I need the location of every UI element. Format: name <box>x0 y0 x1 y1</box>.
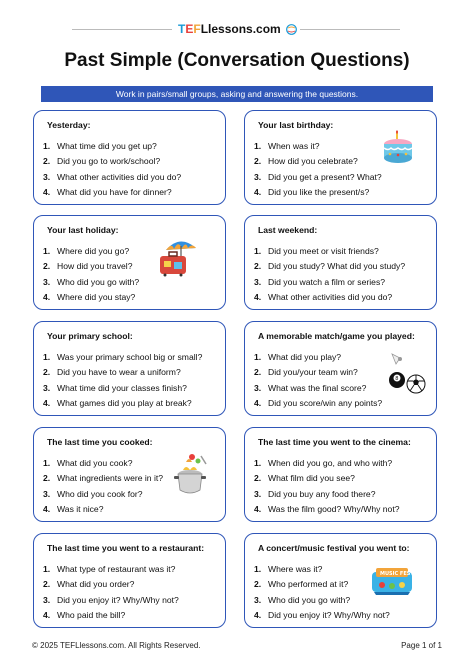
question-number: 3. <box>254 594 262 605</box>
question-text: What ingredients were in it? <box>57 473 164 484</box>
question-item <box>253 139 382 154</box>
divider-right <box>300 29 400 30</box>
question-number: 3. <box>254 276 262 287</box>
cooking-pot-icon <box>172 452 208 498</box>
question-item <box>42 290 139 305</box>
question-number: 3. <box>43 276 51 287</box>
svg-text:MUSIC FEST: MUSIC FEST <box>380 571 414 577</box>
question-item <box>42 608 179 623</box>
question-text: What did you play? <box>268 352 342 362</box>
question-number: 3. <box>43 382 51 393</box>
question-item <box>253 365 382 380</box>
question-list <box>42 244 139 305</box>
question-text: Did you enjoy it? Why/Why not? <box>57 594 179 605</box>
question-number: 2. <box>43 473 51 484</box>
question-number: 1. <box>254 141 262 151</box>
question-text: What time did your classes finish? <box>57 382 187 393</box>
question-item <box>253 170 382 185</box>
question-number: 1. <box>43 352 51 362</box>
question-number: 4. <box>254 609 262 620</box>
question-text: What film did you see? <box>268 473 355 484</box>
question-text: What did you order? <box>57 579 135 590</box>
question-text: Did you/your team win? <box>268 367 358 378</box>
question-item <box>253 275 405 290</box>
instructions-banner: Work in pairs/small groups, asking and answering the questions. <box>41 86 433 102</box>
question-text: Did you go to work/school? <box>57 156 161 167</box>
logo-letter-e: E <box>185 22 194 36</box>
question-text: Did you like the present/s? <box>268 186 370 197</box>
card-title: Your last birthday: <box>258 120 334 130</box>
question-number: 4. <box>254 397 262 408</box>
svg-text:8: 8 <box>395 376 399 382</box>
question-text: Who did you cook for? <box>57 488 143 499</box>
question-number: 2. <box>43 579 51 590</box>
question-text: Did you study? What did you study? <box>268 261 406 272</box>
question-item <box>253 502 400 517</box>
question-number: 4. <box>43 186 51 197</box>
question-item <box>42 244 139 259</box>
question-text: What was the final score? <box>268 382 367 393</box>
question-item <box>253 471 400 486</box>
question-item <box>42 593 179 608</box>
question-item <box>253 154 382 169</box>
question-item <box>42 259 139 274</box>
question-list <box>42 562 179 623</box>
question-number: 3. <box>254 382 262 393</box>
question-text: Did you buy any food there? <box>268 488 376 499</box>
card-title: Yesterday: <box>47 120 91 130</box>
question-number: 3. <box>254 171 262 182</box>
question-number: 1. <box>43 564 51 574</box>
question-text: Did you get a present? What? <box>268 171 382 182</box>
question-text: Did you watch a film or series? <box>268 276 386 287</box>
question-card <box>33 533 226 628</box>
question-number: 1. <box>254 458 262 468</box>
sports-balls-icon <box>386 352 428 396</box>
question-text: Who did you go with? <box>57 276 140 287</box>
question-text: Was it nice? <box>57 503 104 514</box>
question-item <box>42 365 202 380</box>
logo-letter-f: F <box>193 22 201 36</box>
question-card <box>244 215 437 310</box>
question-text: What other activities did you do? <box>57 171 182 182</box>
question-number: 2. <box>254 367 262 378</box>
question-item <box>253 608 390 623</box>
question-item <box>42 487 163 502</box>
question-number: 3. <box>43 488 51 499</box>
question-text: Did you score/win any points? <box>268 397 383 408</box>
question-number: 4. <box>43 503 51 514</box>
question-item <box>42 170 181 185</box>
question-list <box>253 350 382 411</box>
card-title: The last time you went to a restaurant: <box>47 543 205 553</box>
question-list <box>253 244 405 305</box>
question-number: 3. <box>254 488 262 499</box>
question-text: Who performed at it? <box>268 579 349 590</box>
question-number: 3. <box>43 594 51 605</box>
question-text: What games did you play at break? <box>57 397 192 408</box>
logo-text: Llessons.com <box>200 22 281 36</box>
question-text: When was it? <box>268 141 320 151</box>
question-text: What did you have for dinner? <box>57 186 172 197</box>
question-item <box>253 381 382 396</box>
question-item <box>42 350 202 365</box>
question-text: Did you have to wear a uniform? <box>57 367 181 378</box>
question-number: 4. <box>254 186 262 197</box>
question-number: 4. <box>43 609 51 620</box>
question-text: Did you meet or visit friends? <box>268 246 379 256</box>
question-text: What time did you get up? <box>57 141 157 151</box>
globe-icon <box>286 24 297 35</box>
question-item <box>253 350 382 365</box>
question-number: 4. <box>43 397 51 408</box>
question-item <box>42 502 163 517</box>
question-item <box>42 577 179 592</box>
question-card <box>33 321 226 416</box>
page-title <box>0 50 474 72</box>
birthday-cake-icon <box>380 130 416 164</box>
logo-row <box>0 20 474 38</box>
question-number: 2. <box>254 579 262 590</box>
card-title: A memorable match/game you played: <box>258 331 415 341</box>
divider-left <box>72 29 172 30</box>
question-text: Who paid the bill? <box>57 609 126 620</box>
title-sub: (Conversation Questions) <box>177 50 410 71</box>
question-number: 1. <box>43 141 51 151</box>
question-text: Where was it? <box>268 564 323 574</box>
question-number: 4. <box>254 503 262 514</box>
card-title: The last time you cooked: <box>47 437 153 447</box>
question-number: 1. <box>254 352 262 362</box>
question-text: What other activities did you do? <box>268 291 393 302</box>
logo-letter-t: T <box>178 22 186 36</box>
question-text: Where did you stay? <box>57 291 136 302</box>
question-number: 3. <box>43 171 51 182</box>
question-item <box>253 396 382 411</box>
question-list <box>42 456 163 517</box>
question-list <box>42 139 181 200</box>
question-item <box>42 396 202 411</box>
question-list <box>253 456 400 517</box>
question-item <box>42 139 181 154</box>
question-number: 1. <box>254 246 262 256</box>
question-item <box>42 381 202 396</box>
question-text: Where did you go? <box>57 246 130 256</box>
question-list <box>42 350 202 411</box>
question-item <box>253 185 382 200</box>
question-item <box>253 487 400 502</box>
question-text: What type of restaurant was it? <box>57 564 176 574</box>
question-item <box>253 290 405 305</box>
question-card <box>244 427 437 522</box>
question-number: 2. <box>254 156 262 167</box>
question-number: 4. <box>43 291 51 302</box>
site-logo[interactable] <box>178 20 296 38</box>
question-item <box>42 275 139 290</box>
question-number: 2. <box>254 261 262 272</box>
question-text: Was the film good? Why/Why not? <box>268 503 400 514</box>
question-item <box>253 456 400 471</box>
question-text: Who did you go with? <box>268 594 351 605</box>
question-number: 1. <box>43 458 51 468</box>
question-item <box>42 456 163 471</box>
card-title: A concert/music festival you went to: <box>258 543 410 553</box>
question-text: When did you go, and who with? <box>268 458 393 468</box>
question-text: Did you enjoy it? Why/Why not? <box>268 609 390 620</box>
question-item <box>253 244 405 259</box>
question-number: 1. <box>43 246 51 256</box>
card-title: Your last holiday: <box>47 225 119 235</box>
question-number: 4. <box>254 291 262 302</box>
question-number: 1. <box>254 564 262 574</box>
card-title: Last weekend: <box>258 225 318 235</box>
question-item <box>42 471 163 486</box>
footer-copyright: © 2025 TEFLlessons.com. All Rights Reserved. <box>32 641 201 650</box>
question-text: Was your primary school big or small? <box>57 352 203 362</box>
card-title: Your primary school: <box>47 331 133 341</box>
question-card <box>33 110 226 205</box>
question-text: How did you travel? <box>57 261 133 272</box>
suitcase-umbrella-icon <box>158 236 198 278</box>
music-festival-icon <box>368 566 416 596</box>
question-number: 2. <box>43 367 51 378</box>
question-number: 2. <box>254 473 262 484</box>
question-number: 2. <box>43 156 51 167</box>
question-item <box>253 259 405 274</box>
question-item <box>42 562 179 577</box>
question-list <box>253 139 382 200</box>
footer-page-number: Page 1 of 1 <box>401 641 442 650</box>
question-text: What did you cook? <box>57 458 133 468</box>
question-item <box>42 185 181 200</box>
question-text: How did you celebrate? <box>268 156 358 167</box>
title-main: Past Simple <box>64 50 173 71</box>
question-item <box>42 154 181 169</box>
question-number: 2. <box>43 261 51 272</box>
card-title: The last time you went to the cinema: <box>258 437 411 447</box>
